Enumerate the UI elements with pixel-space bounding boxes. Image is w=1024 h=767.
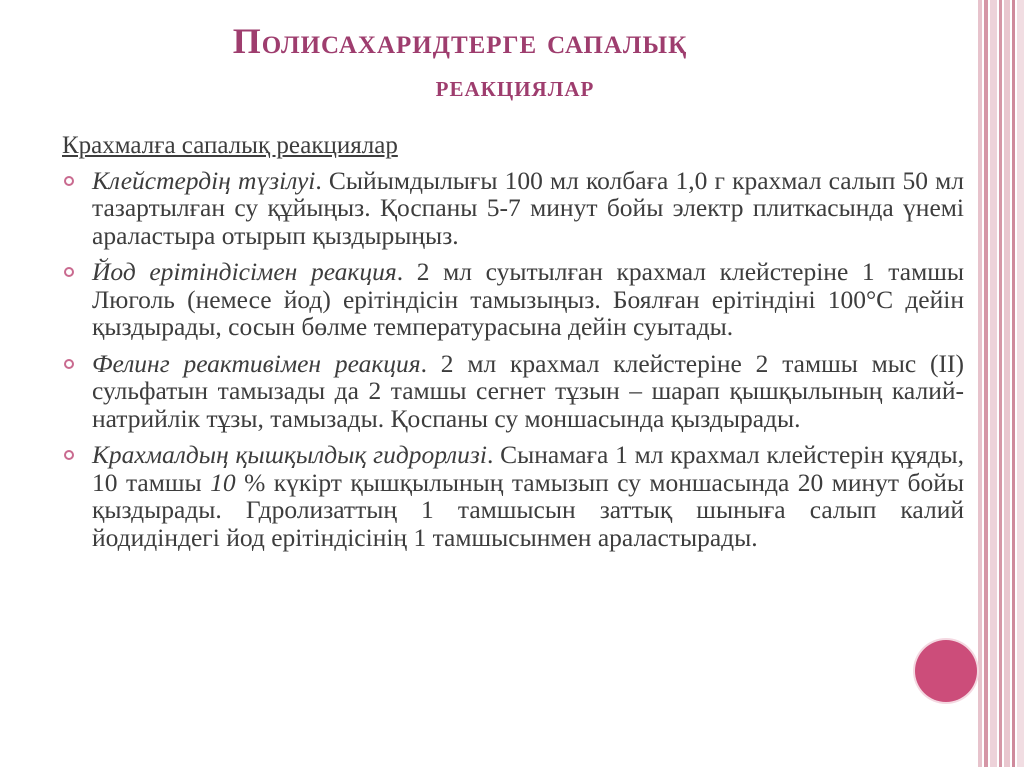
list-item: [62, 350, 964, 433]
decor-stripe: [999, 0, 1002, 767]
subheading: Крахмалға сапалық реакциялар: [62, 132, 398, 159]
item-title: Йод ерітіндісімен реакция: [92, 257, 397, 286]
decor-stripe: [1004, 0, 1010, 767]
list-item: [62, 441, 964, 551]
item-text: . Сынамаға 1 мл крахмал клейстерін құяды, 10 тамшы: [92, 440, 964, 497]
item-text: . Сыйымдылығы 100 мл колбаға 1,0 г крахмал салып 50 мл тазартылған су құйыңыз. Қоспаны 5-7 минут бойы электр плиткасында үнемі араластыра отырып қыздырыңыз.: [92, 165, 964, 250]
bullet-icon: [64, 267, 74, 277]
decor-stripe: [990, 0, 997, 767]
item-text: % күкірт қышқылының тамызып су моншасында 20 минут бойы қыздырады. Гдролизаттың 1 тамшысын заттық шыныға салып калий йодидіндегі йод ерітіндісінің 1 тамшысынмен араластырады.: [92, 467, 964, 552]
item-title: Крахмалдың қышқылдық гидрорлизі: [92, 440, 487, 469]
item-text: . 2 мл суытылған крахмал клейстеріне 1 тамшы Люголь (немесе йод) ерітіндісін тамызыңыз. Боялған ерітіндіні 100°С дейін қыздырады, сосын бөлме температурасына дейін суытады.: [92, 257, 964, 341]
decor-stripe: [984, 0, 988, 767]
item-title: Клейстердің түзілуі: [92, 165, 316, 195]
decor-circle: [915, 640, 977, 702]
list-item: [62, 167, 964, 250]
slide-title: [90, 18, 830, 110]
item-text-italic: 10: [210, 467, 236, 497]
slide-title-line1: Полисахаридтерге сапалық: [232, 21, 688, 61]
decor-stripe: [1012, 0, 1015, 767]
item-text: . 2 мл крахмал клейстеріне 2 тамшы мыс (ІІ) сульфатын тамызады да 2 тамшы сегнет тұзын – шарап қышқылының калий-натрийлік тұзы, тамызады. Қоспаны су моншасында қыздырады.: [92, 348, 964, 433]
bullet-icon: [64, 176, 74, 186]
decor-stripe: [978, 0, 982, 767]
slide-title-line2: реакциялар: [435, 70, 595, 103]
item-title: Фелинг реактивімен реакция: [92, 348, 421, 378]
decor-stripe: [1017, 0, 1024, 767]
list-item: [62, 258, 964, 341]
slide-content: [62, 132, 964, 560]
bullet-icon: [64, 450, 74, 460]
bullet-icon: [64, 359, 74, 369]
